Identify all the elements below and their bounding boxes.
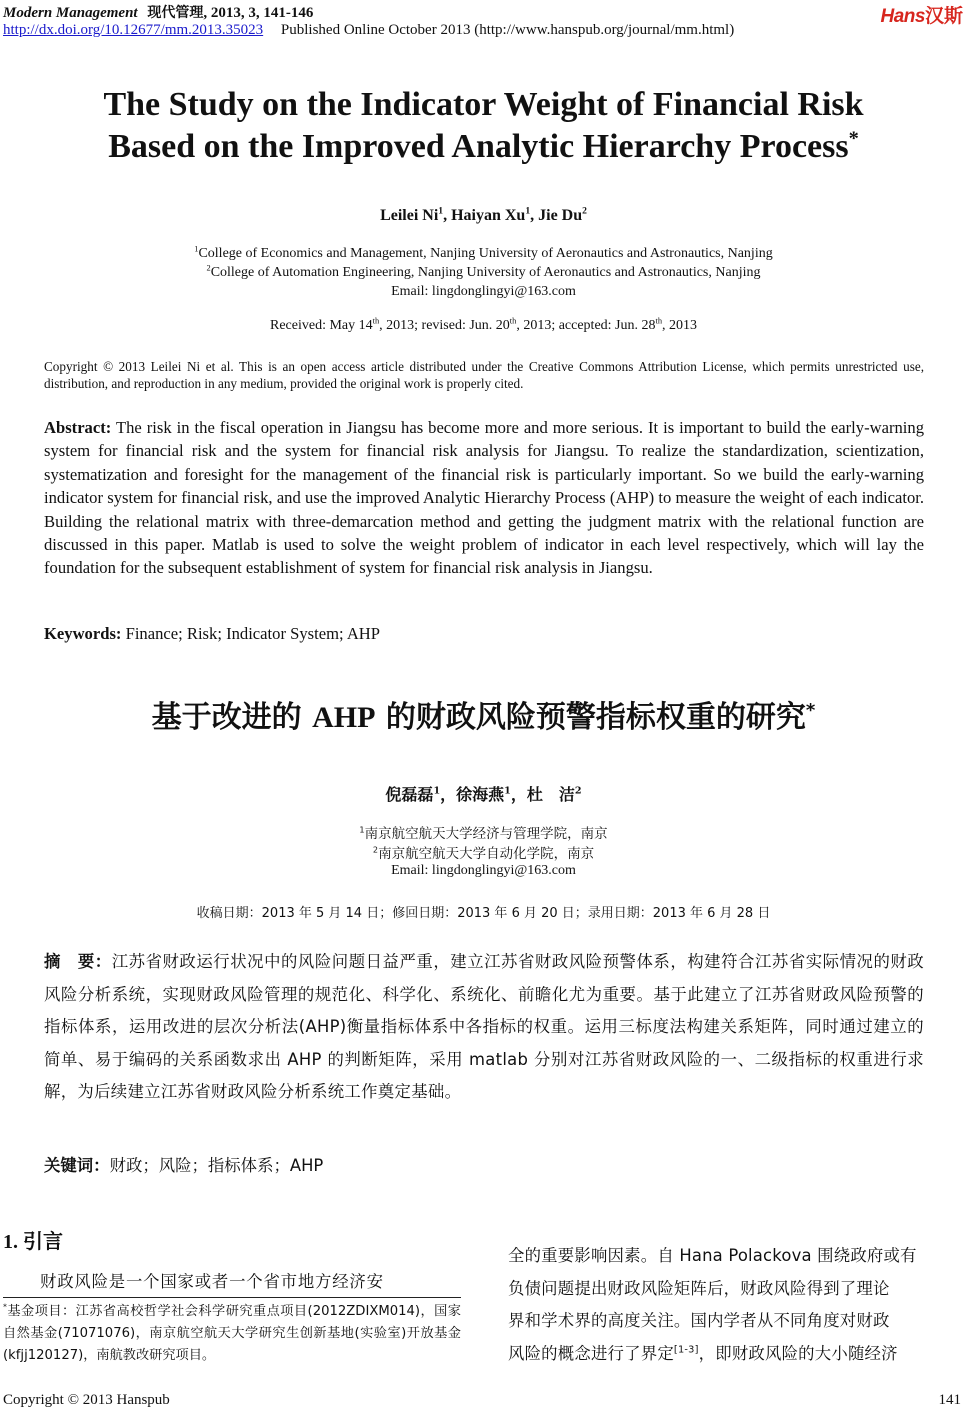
author-sep: ，	[440, 785, 457, 804]
email-zh	[0, 862, 967, 879]
author-sep: ,	[530, 207, 539, 224]
affiliation-sup: 1	[194, 244, 199, 254]
abstract-en	[44, 416, 924, 580]
journal-citation: , 2013, 3, 141-146	[203, 5, 314, 21]
affiliation-sup: 2	[206, 263, 211, 273]
abstract-zh	[44, 946, 924, 1109]
title-footnote-mark: *	[805, 700, 816, 721]
received-dates-en	[0, 318, 967, 334]
doi-link[interactable]: http://dx.doi.org/10.12677/mm.2013.35023	[3, 22, 264, 38]
keywords-text-zh: 财政；风险；指标体系；AHP	[109, 1156, 324, 1175]
received-dates-zh: 收稿日期：2013 年 5 月 14 日；修回日期：2013 年 6 月 20 日；录用日期：2013 年 6 月 28 日	[196, 906, 771, 921]
author: 徐海燕	[456, 785, 505, 804]
published-note: Published Online October 2013 (http://www.hanspub.org/journal/mm.html)	[280, 22, 735, 38]
affiliation-text: College of Automation Engineering, Nanjing University of Aeronautics and Astronautics, Nanjing	[210, 265, 761, 280]
title-line-1: The Study on the Indicator Weight of Financial Risk	[103, 86, 864, 123]
affiliation-text: College of Economics and Management, Nanjing University of Aeronautics and Astronautics, Nanjing	[198, 246, 773, 261]
body-line	[508, 1338, 964, 1371]
author: Leilei Ni	[380, 207, 439, 224]
footnote-text: 基金项目：江苏省高校哲学社会科学研究重点项目(2012ZDIXM014)，国家自然基金(71071076)，南京航空航天大学研究生创新基地(实验室)开放基金(kfjj120127)，南航教改研究项目。	[3, 1304, 461, 1363]
journal-header	[3, 2, 313, 22]
received-text: Received: May 14	[269, 318, 373, 333]
affiliation-text: 南京航空航天大学经济与管理学院，南京	[364, 826, 608, 842]
abstract-label-zh: 摘 要：	[44, 952, 112, 971]
footnote-mark: *	[3, 1302, 7, 1312]
body-line: 全的重要影响因素。自 Hana Polackova 围绕政府或有	[508, 1246, 917, 1265]
ordinal: th	[655, 316, 663, 326]
keywords-text: Finance; Risk; Indicator System; AHP	[125, 624, 381, 643]
affiliation-sup: 2	[372, 844, 379, 855]
affiliation-zh-2	[0, 842, 967, 862]
body-line: 负债问题提出财政风险矩阵后，财政风险得到了理论	[508, 1278, 890, 1298]
affiliation-text: 南京航空航天大学自动化学院，南京	[378, 846, 595, 862]
abstract-text: The risk in the fiscal operation in Jiangsu has become more and more serious. It is important to build the early-warning system for financial risk and the system for financial risk analysis for Jiangsu. To realize the standardization, scientization, systematization and foresight for the management of the financial risk is particularly important. So we build the early-warning indicator system for financial risk, and use the improved Analytic Hierarchy Process (AHP) to measure the weight of each indicator. Building the relational matrix with three-demarcation method and getting the judgment matrix with the relational function are discussed in this paper. Matlab is used to solve the weight problem of indicator in each level respectively, which will lay the foundation for the subsequent establishment of system for financial risk analysis in Jiangsu.	[44, 418, 924, 578]
keywords-en	[44, 624, 380, 644]
body-line-text: ，即财政风险的大小随经济	[698, 1343, 898, 1363]
author-sup: 2	[582, 205, 587, 217]
author: Jie Du	[538, 207, 583, 224]
logo-zh: 汉斯	[924, 5, 963, 27]
doi-line	[3, 22, 734, 39]
author: 杜 洁	[526, 785, 575, 804]
affiliation-2	[0, 265, 967, 281]
ordinal: th	[509, 316, 517, 326]
body-line: 界和学术界的高度关注。国内学者从不同角度对财政	[508, 1311, 890, 1331]
funding-footnote	[3, 1301, 461, 1367]
author: Haiyan Xu	[451, 207, 526, 224]
author-sup: 1	[504, 785, 511, 797]
section-number: 1.	[3, 1231, 18, 1253]
author-sup: 1	[438, 205, 444, 217]
accepted-text: , 2013; accepted: Jun. 28	[516, 318, 656, 333]
hanspub-logo	[881, 1, 963, 28]
author-sup: 2	[574, 785, 582, 797]
title-line-2-text: Based on the Improved Analytic Hierarchy Process	[108, 128, 849, 165]
affiliation-zh-1	[0, 822, 967, 842]
journal-name-zh: 现代管理	[147, 5, 204, 21]
keywords-zh	[44, 1152, 323, 1176]
affiliation-1	[0, 246, 967, 262]
abstract-label: Abstract:	[44, 418, 112, 437]
body-text-left: 财政风险是一个国家或者一个省市地方经济安	[40, 1272, 384, 1291]
authors-en	[0, 207, 967, 225]
author: 倪磊磊	[385, 785, 434, 804]
title-line-2	[0, 126, 967, 168]
section-title: 引言	[23, 1229, 63, 1253]
year-text: , 2013	[662, 318, 698, 333]
paper-title-zh	[0, 692, 967, 736]
title-zh-ahp: AHP	[312, 701, 376, 734]
page-number: 141	[938, 1392, 961, 1408]
citation-ref[interactable]: [1-3]	[673, 1344, 699, 1356]
logo-latin: Hans	[880, 6, 925, 27]
paper-title-en	[0, 84, 967, 168]
title-footnote-mark: *	[848, 127, 859, 150]
journal-name: Modern Management	[3, 5, 138, 21]
abstract-text-zh: 江苏省财政运行状况中的风险问题日益严重，建立江苏省财政风险预警体系，构建符合江苏省实际情况的财政风险分析系统，实现财政风险管理的规范化、科学化、系统化、前瞻化尤为重要。基于此建立了江苏省财政风险预警的指标体系，运用改进的层次分析法(AHP)衡量指标体系中各指标的权重。运用三标度法构建关系矩阵，同时通过建立的简单、易于编码的关系函数求出 AHP 的判断矩阵，采用 matlab 分别对江苏省财政风险的一、二级指标的权重进行求解，为后续建立江苏省财政风险分析系统工作奠定基础。	[44, 952, 924, 1102]
keywords-label: Keywords:	[44, 624, 122, 643]
authors-zh	[0, 782, 967, 805]
body-line-text: 风险的概念进行了界定	[508, 1343, 674, 1363]
email-en: Email: lingdonglingyi@163.com	[391, 284, 576, 299]
footnote-divider	[3, 1297, 461, 1298]
email-text: Email: lingdonglingyi@163.com	[391, 863, 576, 878]
license-note: Copyright © 2013 Leilei Ni et al. This is an open access article distributed under the Creative Commons Attribution License, which permits unrestricted use, distribution, and reproduction in any medium, provided the original work is properly cited.	[44, 359, 924, 391]
title-zh-part: 基于改进的	[151, 700, 302, 735]
author-sep: ，	[510, 785, 527, 804]
revised-text: , 2013; revised: Jun. 20	[379, 318, 510, 333]
author-sep: ,	[443, 207, 452, 224]
body-text-right	[508, 1240, 964, 1370]
keywords-label-zh: 关键词：	[44, 1156, 110, 1175]
affiliation-sup: 1	[359, 824, 365, 835]
section-heading	[3, 1225, 63, 1254]
author-sup: 1	[525, 205, 531, 217]
ordinal: th	[372, 316, 380, 326]
author-sup: 1	[433, 785, 441, 797]
footer-copyright: Copyright © 2013 Hanspub	[3, 1392, 170, 1408]
title-zh-part: 的财政风险预警指标权重的研究	[385, 700, 806, 735]
